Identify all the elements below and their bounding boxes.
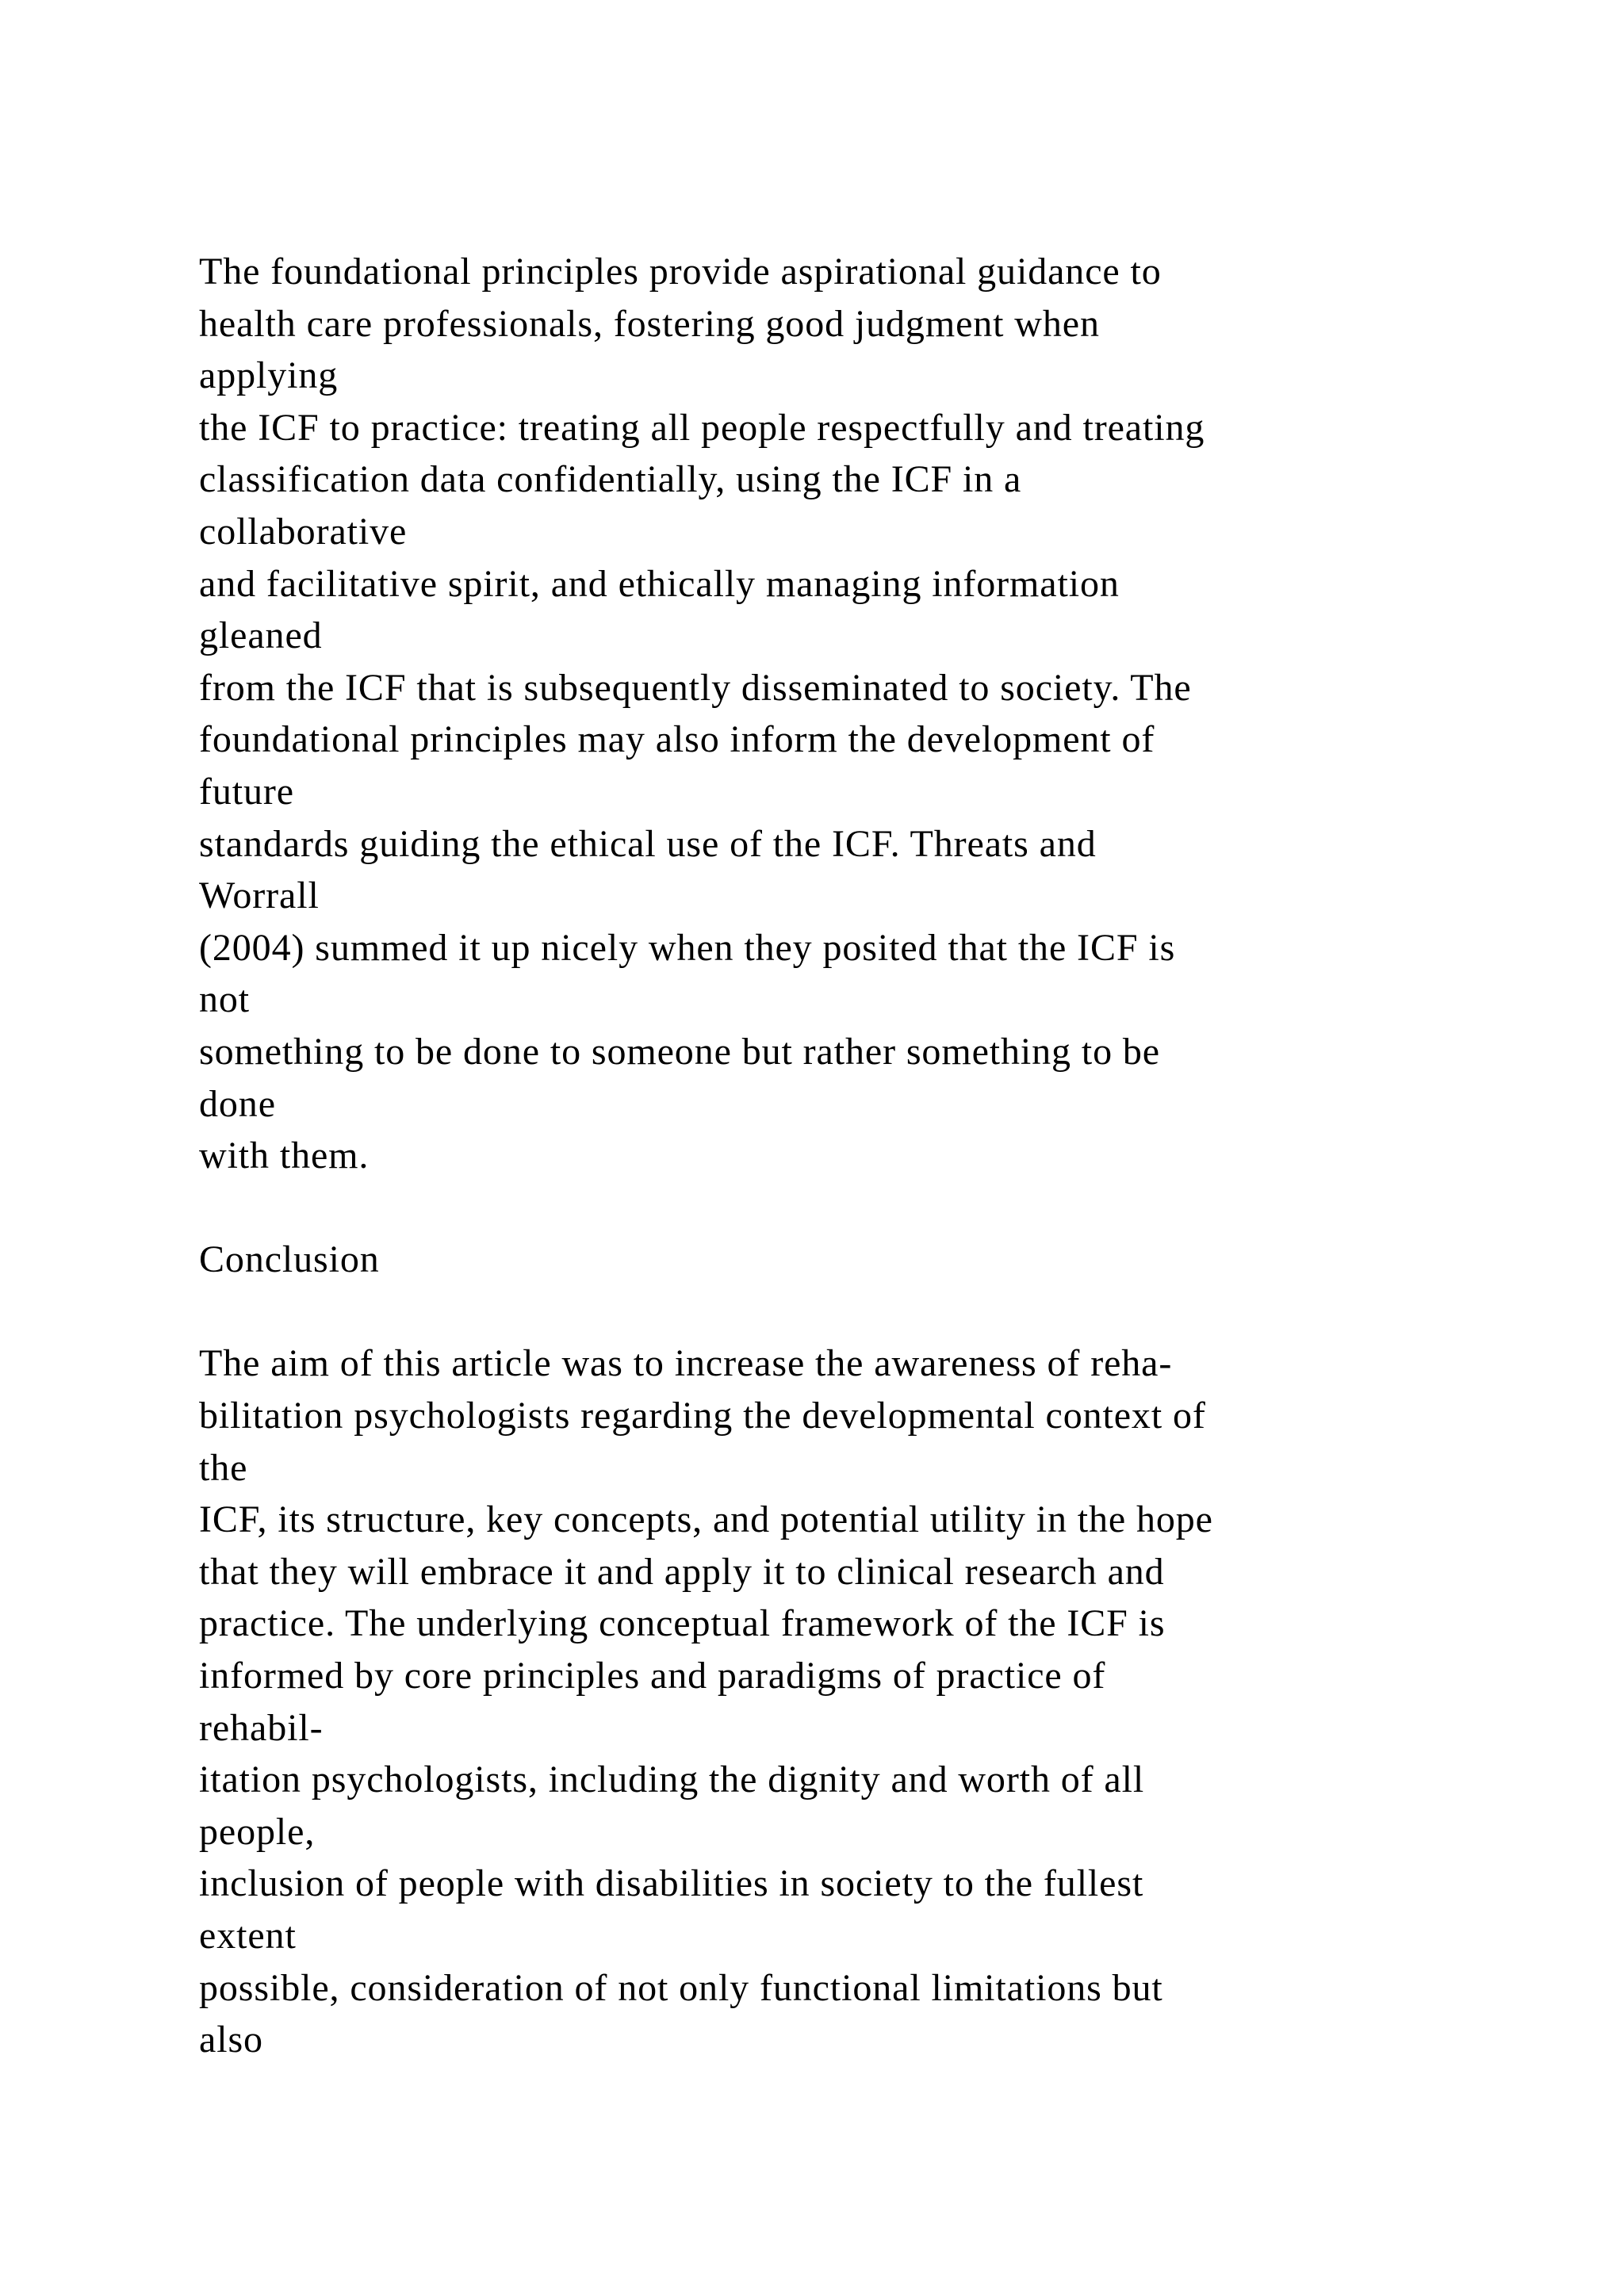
text-line: possible, consideration of not only functional limitations but	[199, 1966, 1163, 2009]
text-line: and facilitative spirit, and ethically managing information	[199, 562, 1120, 605]
blank-line	[199, 1182, 1547, 1234]
section-heading: Conclusion	[199, 1238, 380, 1281]
paragraph-conclusion	[199, 1337, 1547, 2065]
text-line: standards guiding the ethical use of the ICF. Threats and	[199, 822, 1097, 865]
blank-line	[199, 1286, 1547, 1338]
text-line: health care professionals, fostering good judgment when	[199, 302, 1100, 345]
text-line: foundational principles may also inform the development of	[199, 718, 1155, 761]
text-line: Worrall	[199, 874, 320, 917]
text-line: collaborative	[199, 510, 408, 553]
text-line: from the ICF that is subsequently disseminated to society. The	[199, 666, 1192, 709]
text-line: with them.	[199, 1135, 370, 1177]
text-line: ICF, its structure, key concepts, and potential utility in the hope	[199, 1498, 1213, 1541]
paragraph-foundational-principles	[199, 246, 1547, 1182]
text-line: The foundational principles provide aspirational guidance to	[199, 251, 1162, 293]
text-line: bilitation psychologists regarding the developmental context of	[199, 1395, 1206, 1437]
text-line: itation psychologists, including the dignity and worth of all	[199, 1758, 1145, 1801]
text-line: future	[199, 770, 295, 813]
text-line: the	[199, 1446, 248, 1489]
text-line: people,	[199, 1810, 316, 1853]
text-line: practice. The underlying conceptual framework of the ICF is	[199, 1602, 1166, 1645]
document-body	[199, 246, 1547, 2066]
text-line: gleaned	[199, 614, 323, 657]
text-line: inclusion of people with disabilities in society to the fullest	[199, 1862, 1144, 1905]
text-line: classification data confidentially, using the ICF in a	[199, 458, 1022, 501]
text-line: extent	[199, 1915, 297, 1957]
text-line: applying	[199, 354, 339, 397]
text-line: something to be done to someone but rather something to be	[199, 1030, 1160, 1073]
text-line: that they will embrace it and apply it to clinical research and	[199, 1550, 1165, 1593]
text-line: the ICF to practice: treating all people respectfully and treating	[199, 406, 1205, 449]
text-line: (2004) summed it up nicely when they posited that the ICF is	[199, 926, 1176, 969]
text-line: not	[199, 978, 251, 1021]
text-line: also	[199, 2019, 263, 2061]
text-line: The aim of this article was to increase the awareness of reha-	[199, 1342, 1173, 1385]
text-line: done	[199, 1082, 276, 1125]
text-line: rehabil-	[199, 1706, 324, 1749]
text-line: informed by core principles and paradigms of practice of	[199, 1655, 1106, 1697]
